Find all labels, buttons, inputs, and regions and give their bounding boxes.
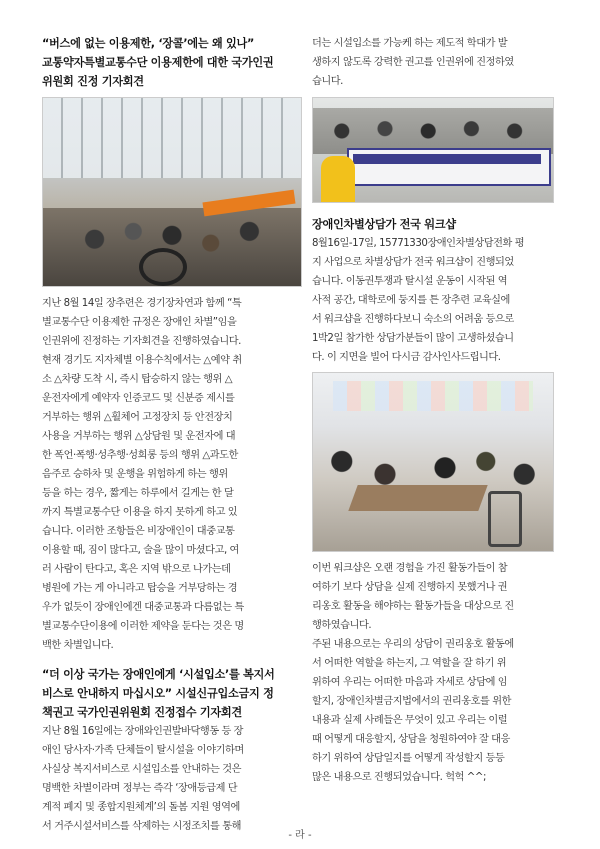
page-number: - 라 -: [288, 830, 312, 841]
banner-protest-photo: [312, 97, 554, 203]
article-2-heading: “더 이상 국가는 장애인에게 ‘시설입소’를 복지서 비스로 안내하지 마십시오” 시설신규입소금지 정 책권고 국가인권위원회 진정접수 기자회견: [42, 668, 275, 719]
right-column: [312, 34, 570, 787]
left-column: [42, 34, 300, 836]
article-2-body: 지난 8월 16일에는 장애와인권발바닥행동 등 장 애인 당사자·가족 단체들이 탈시설을 이야기하며 사실상 복지서비스로 시설입소를 안내하는 것은 명백한 차별이라며 정부는 즉각 ‘장애등급제 단 계적 폐지 및 종합지원체계’의 돌봄 지원 영역에 서 거주시설서비스를 삭제하는 시정조치를 통해: [42, 726, 244, 832]
press-conference-photo: [42, 97, 302, 287]
article-1-body: 지난 8월 14일 장추련은 경기장차연과 함께 “특 별교통수단 이용제한 규정은 장애인 차별”임을 인권위에 진정하는 기자회견을 진행하였습니다. 현재 경기도 지자체별 이용수칙에서는 △예약 취 소 △차량 도착 시, 즉시 탑승하지 않는 행위 △ 운전자에게 예약자 인증코드 및 신분증 제시를 거부하는 행위 △휠체어 고정장치 등 안전장치 사용을 거부하는 행위 △상담원 및 운전자에 대 한 폭언·폭행·성추행·성희롱 등의 행위 △과도한 음주로 승하차 및 운행을 위험하게 하는 행위 등을 하는 경우, 짧게는 하루에서 길게는 한 달 까지 특별교통수단 이용을 하지 못하게 하고 있 습니다. 이러한 조항들은 비장애인이 대중교통 이용할 때, 짐이 많다고, 술을 많이 마셨다고, 여 러 사람이 탄다고, 혹은 지역 밖으로 나가는데 병원에 가는 게 아니라고 탑승을 거부당하는 경 우가 없듯이 장애인에겐 대중교통과 다름없는 특 별교통수단이용에 이러한 제약을 둔다는 것은 명 백한 차별입니다.: [42, 298, 244, 651]
workshop-body: 8월16일-17일, 15771330장애인차별상담전화 평 지 사업으로 차별상담가 전국 워크샵이 진행되었 습니다. 이동권투쟁과 탈시설 운동이 시작된 역 사적 공간, 대학로에 둥지를 튼 장추련 교육실에 서 워크샵을 진행하다보니 숙소의 어려움 등으로 1박2일 참가한 상담가분들이 많이 고생하셨습니 다. 이 지면을 빌어 다시금 감사인사드립니다.: [312, 238, 525, 363]
workshop-photo: [312, 372, 554, 552]
workshop-heading: 장애인차별상담가 전국 워크샵: [312, 218, 456, 231]
article-1-heading: “버스에 없는 이용제한, ‘장콜’에는 왜 있나” 교통약자특별교통수단 이용제한에 대한 국가인권 위원회 진정 기자회견: [42, 37, 274, 88]
workshop-body-2: 이번 워크샵은 오랜 경험을 가진 활동가들이 참 여하기 보다 상담을 실제 진행하지 못했거나 권 리옹호 활동을 해야하는 활동가들을 대상으로 진 행하였습니다. 주된 내용으로는 우리의 상담이 권리옹호 활동에 서 어떠한 역할을 하는지, 그 역할을 잘 하기 위 위하여 우리는 어떠한 마음과 자세로 상담에 임 할지, 장애인차별금지법에서의 권리옹호를 위한 내용과 실제 사례들은 무엇이 있고 우리는 이럴 때 어떻게 대응할지, 상담을 청원하여야 잘 대응 하기 위하여 상담일지를 어떻게 작성할지 등등 많은 내용으로 진행되었습니다. 헉헉 ^^;: [312, 563, 514, 783]
article-2-continued: 더는 시설입소를 가능케 하는 제도적 학대가 발 생하지 않도록 강력한 권고를 인권위에 진정하였 습니다.: [312, 38, 514, 87]
